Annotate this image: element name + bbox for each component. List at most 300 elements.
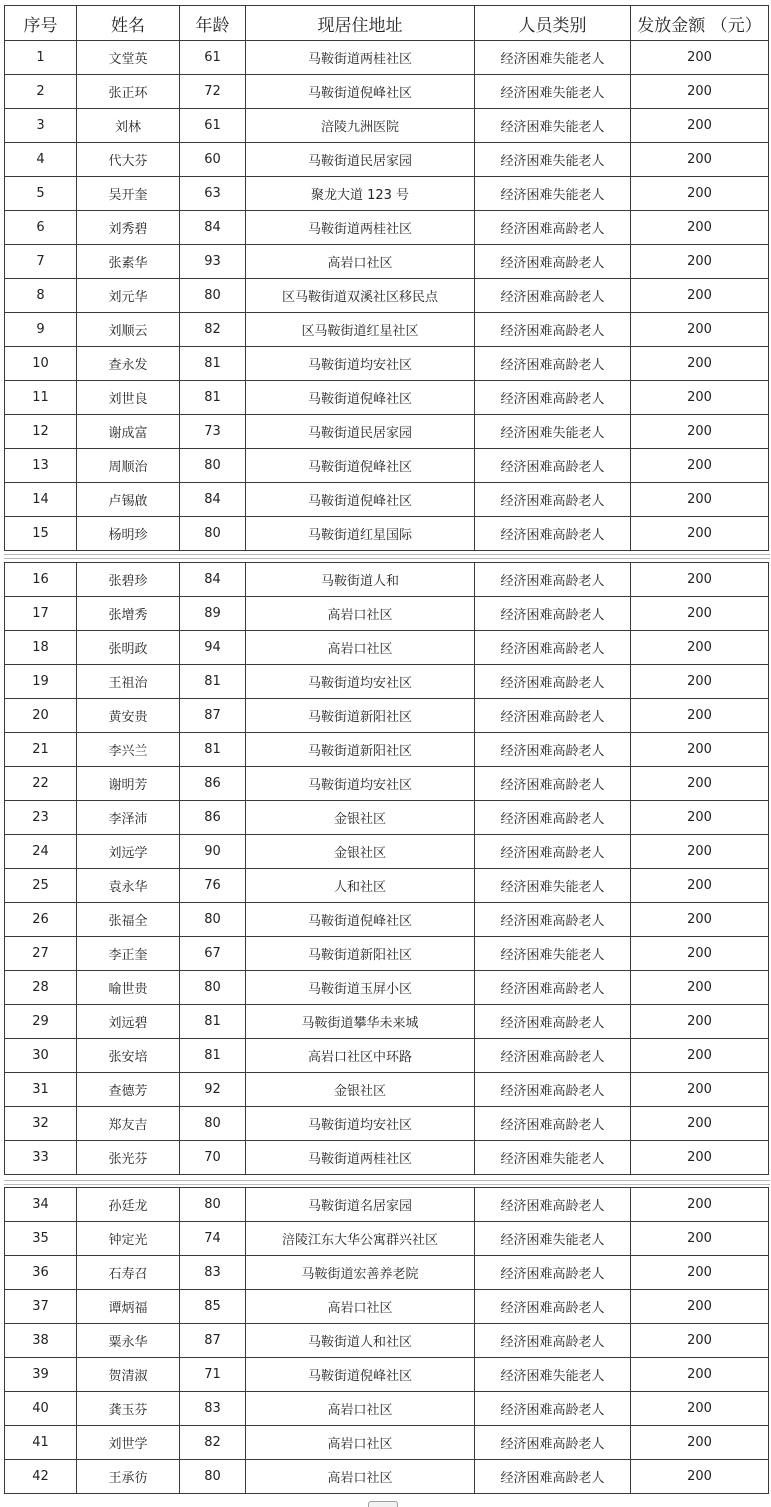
cell-age: 81	[180, 1039, 246, 1073]
cell-name: 黄安贵	[77, 699, 180, 733]
cell-amount: 200	[631, 143, 769, 177]
cell-seq: 7	[5, 245, 77, 279]
cell-age: 76	[180, 869, 246, 903]
table-row	[5, 971, 769, 1005]
table-row	[5, 1460, 769, 1494]
cell-age: 80	[180, 449, 246, 483]
table-row	[5, 1005, 769, 1039]
cell-age: 83	[180, 1392, 246, 1426]
cell-address: 人和社区	[246, 869, 475, 903]
cell-category: 经济困难高龄老人	[475, 1460, 631, 1494]
cell-age: 80	[180, 517, 246, 551]
cell-seq: 40	[5, 1392, 77, 1426]
cell-address: 马鞍街道新阳社区	[246, 699, 475, 733]
cell-seq: 1	[5, 41, 77, 75]
table-row	[5, 75, 769, 109]
cell-name: 谢明芳	[77, 767, 180, 801]
cell-age: 89	[180, 597, 246, 631]
cell-amount: 200	[631, 177, 769, 211]
table-row	[5, 1141, 769, 1175]
cell-seq: 17	[5, 597, 77, 631]
cell-address: 马鞍街道倪峰社区	[246, 75, 475, 109]
cell-address: 高岩口社区	[246, 245, 475, 279]
table-row	[5, 1073, 769, 1107]
cell-address: 马鞍街道均安社区	[246, 665, 475, 699]
header-name: 姓名	[77, 6, 180, 41]
cell-category: 经济困难失能老人	[475, 1141, 631, 1175]
table-row	[5, 1107, 769, 1141]
cell-seq: 30	[5, 1039, 77, 1073]
page-break-divider	[4, 1180, 770, 1185]
cell-amount: 200	[631, 1188, 769, 1222]
cell-category: 经济困难高龄老人	[475, 1256, 631, 1290]
cell-address: 马鞍街道人和	[246, 563, 475, 597]
cell-amount: 200	[631, 1290, 769, 1324]
cell-seq: 27	[5, 937, 77, 971]
cell-amount: 200	[631, 903, 769, 937]
cell-address: 马鞍街道倪峰社区	[246, 1358, 475, 1392]
cell-name: 张碧珍	[77, 563, 180, 597]
cell-category: 经济困难失能老人	[475, 869, 631, 903]
cell-age: 80	[180, 1188, 246, 1222]
cell-age: 90	[180, 835, 246, 869]
cell-age: 85	[180, 1290, 246, 1324]
table-row	[5, 1426, 769, 1460]
cell-seq: 42	[5, 1460, 77, 1494]
cell-age: 87	[180, 1324, 246, 1358]
table-row	[5, 631, 769, 665]
cell-age: 86	[180, 801, 246, 835]
cell-address: 高岩口社区	[246, 1290, 475, 1324]
cell-age: 93	[180, 245, 246, 279]
cell-age: 61	[180, 41, 246, 75]
cell-category: 经济困难高龄老人	[475, 903, 631, 937]
cell-amount: 200	[631, 347, 769, 381]
cell-seq: 10	[5, 347, 77, 381]
cell-seq: 31	[5, 1073, 77, 1107]
cell-name: 刘元华	[77, 279, 180, 313]
cell-name: 杨明珍	[77, 517, 180, 551]
table-row	[5, 211, 769, 245]
cell-seq: 23	[5, 801, 77, 835]
cell-category: 经济困难高龄老人	[475, 597, 631, 631]
table-row	[5, 245, 769, 279]
cell-name: 粟永华	[77, 1324, 180, 1358]
cell-category: 经济困难失能老人	[475, 143, 631, 177]
cell-name: 谭炳福	[77, 1290, 180, 1324]
cell-seq: 20	[5, 699, 77, 733]
beneficiary-table-page-3	[4, 1187, 769, 1494]
cell-amount: 200	[631, 109, 769, 143]
table-row	[5, 415, 769, 449]
cell-address: 马鞍街道宏善养老院	[246, 1256, 475, 1290]
cell-name: 孙廷龙	[77, 1188, 180, 1222]
cell-address: 马鞍街道新阳社区	[246, 733, 475, 767]
cell-name: 张明政	[77, 631, 180, 665]
cell-name: 刘世学	[77, 1426, 180, 1460]
cell-age: 94	[180, 631, 246, 665]
cell-address: 马鞍街道均安社区	[246, 1107, 475, 1141]
cell-age: 71	[180, 1358, 246, 1392]
table-row	[5, 279, 769, 313]
cell-address: 马鞍街道攀华未来城	[246, 1005, 475, 1039]
header-amount: 发放金额 （元）	[631, 6, 769, 41]
cell-seq: 25	[5, 869, 77, 903]
cell-amount: 200	[631, 631, 769, 665]
cell-category: 经济困难高龄老人	[475, 483, 631, 517]
cell-address: 马鞍街道两桂社区	[246, 211, 475, 245]
cell-age: 81	[180, 347, 246, 381]
cell-name: 周顺治	[77, 449, 180, 483]
cell-amount: 200	[631, 699, 769, 733]
cell-name: 龚玉芬	[77, 1392, 180, 1426]
cell-category: 经济困难失能老人	[475, 75, 631, 109]
table-row	[5, 937, 769, 971]
cell-address: 聚龙大道 123 号	[246, 177, 475, 211]
cell-name: 刘林	[77, 109, 180, 143]
header-category: 人员类别	[475, 6, 631, 41]
cell-age: 80	[180, 971, 246, 1005]
cell-name: 李泽沛	[77, 801, 180, 835]
cell-seq: 22	[5, 767, 77, 801]
cell-seq: 15	[5, 517, 77, 551]
cell-address: 金银社区	[246, 1073, 475, 1107]
cell-category: 经济困难高龄老人	[475, 347, 631, 381]
cell-category: 经济困难高龄老人	[475, 245, 631, 279]
cell-age: 83	[180, 1256, 246, 1290]
cell-seq: 13	[5, 449, 77, 483]
cell-name: 谢成富	[77, 415, 180, 449]
cell-seq: 18	[5, 631, 77, 665]
cell-address: 涪陵江东大华公寓群兴社区	[246, 1222, 475, 1256]
cell-address: 马鞍街道民居家园	[246, 143, 475, 177]
cell-name: 张光芬	[77, 1141, 180, 1175]
cell-category: 经济困难高龄老人	[475, 971, 631, 1005]
cell-address: 马鞍街道红星国际	[246, 517, 475, 551]
table-row	[5, 1324, 769, 1358]
cell-amount: 200	[631, 937, 769, 971]
cell-category: 经济困难高龄老人	[475, 313, 631, 347]
cell-name: 袁永华	[77, 869, 180, 903]
beneficiary-table-page-1	[4, 5, 769, 551]
cell-category: 经济困难高龄老人	[475, 279, 631, 313]
cell-name: 王承彷	[77, 1460, 180, 1494]
cell-address: 金银社区	[246, 801, 475, 835]
cell-amount: 200	[631, 41, 769, 75]
cell-seq: 4	[5, 143, 77, 177]
cell-age: 80	[180, 1460, 246, 1494]
cell-name: 张素华	[77, 245, 180, 279]
cell-address: 马鞍街道倪峰社区	[246, 903, 475, 937]
cell-category: 经济困难高龄老人	[475, 1426, 631, 1460]
cell-category: 经济困难高龄老人	[475, 1039, 631, 1073]
cell-age: 80	[180, 903, 246, 937]
cell-seq: 41	[5, 1426, 77, 1460]
cell-category: 经济困难高龄老人	[475, 449, 631, 483]
cell-name: 喻世贵	[77, 971, 180, 1005]
cell-category: 经济困难高龄老人	[475, 1324, 631, 1358]
cell-category: 经济困难高龄老人	[475, 733, 631, 767]
cell-amount: 200	[631, 245, 769, 279]
cell-category: 经济困难失能老人	[475, 41, 631, 75]
cell-amount: 200	[631, 971, 769, 1005]
cell-seq: 37	[5, 1290, 77, 1324]
cell-age: 92	[180, 1073, 246, 1107]
cell-age: 81	[180, 1005, 246, 1039]
cell-seq: 35	[5, 1222, 77, 1256]
cell-name: 钟定光	[77, 1222, 180, 1256]
cell-category: 经济困难高龄老人	[475, 381, 631, 415]
cell-category: 经济困难高龄老人	[475, 1107, 631, 1141]
table-row	[5, 665, 769, 699]
cell-amount: 200	[631, 1256, 769, 1290]
cell-name: 卢锡啟	[77, 483, 180, 517]
cell-address: 马鞍街道倪峰社区	[246, 483, 475, 517]
table-row	[5, 699, 769, 733]
cell-age: 86	[180, 767, 246, 801]
cell-amount: 200	[631, 767, 769, 801]
cell-name: 王祖治	[77, 665, 180, 699]
table-row	[5, 1290, 769, 1324]
cell-category: 经济困难失能老人	[475, 1222, 631, 1256]
cell-amount: 200	[631, 801, 769, 835]
cell-age: 84	[180, 563, 246, 597]
cell-seq: 36	[5, 1256, 77, 1290]
cell-name: 李正奎	[77, 937, 180, 971]
cell-address: 高岩口社区	[246, 1426, 475, 1460]
cell-age: 61	[180, 109, 246, 143]
table-row	[5, 767, 769, 801]
cell-age: 67	[180, 937, 246, 971]
cell-seq: 19	[5, 665, 77, 699]
table-row	[5, 483, 769, 517]
cell-name: 吴开奎	[77, 177, 180, 211]
cell-address: 马鞍街道倪峰社区	[246, 381, 475, 415]
cell-seq: 38	[5, 1324, 77, 1358]
cell-category: 经济困难失能老人	[475, 1358, 631, 1392]
table-row	[5, 449, 769, 483]
cell-category: 经济困难高龄老人	[475, 1073, 631, 1107]
cell-name: 刘远学	[77, 835, 180, 869]
cell-category: 经济困难高龄老人	[475, 1290, 631, 1324]
cell-amount: 200	[631, 279, 769, 313]
cell-age: 82	[180, 1426, 246, 1460]
cell-name: 张增秀	[77, 597, 180, 631]
cell-address: 金银社区	[246, 835, 475, 869]
cell-seq: 28	[5, 971, 77, 1005]
cell-seq: 8	[5, 279, 77, 313]
table-row	[5, 1358, 769, 1392]
table-row	[5, 801, 769, 835]
cell-category: 经济困难高龄老人	[475, 665, 631, 699]
table-row	[5, 1222, 769, 1256]
cell-name: 代大芬	[77, 143, 180, 177]
cell-amount: 200	[631, 1460, 769, 1494]
cell-age: 74	[180, 1222, 246, 1256]
cell-address: 马鞍街道民居家园	[246, 415, 475, 449]
scrollbar-thumb[interactable]	[368, 1501, 398, 1507]
table-row	[5, 835, 769, 869]
cell-name: 张福全	[77, 903, 180, 937]
cell-age: 80	[180, 1107, 246, 1141]
table-row	[5, 597, 769, 631]
cell-amount: 200	[631, 483, 769, 517]
cell-name: 刘远碧	[77, 1005, 180, 1039]
cell-category: 经济困难高龄老人	[475, 1392, 631, 1426]
cell-seq: 32	[5, 1107, 77, 1141]
cell-seq: 5	[5, 177, 77, 211]
cell-name: 张正环	[77, 75, 180, 109]
cell-age: 70	[180, 1141, 246, 1175]
cell-category: 经济困难高龄老人	[475, 699, 631, 733]
cell-age: 72	[180, 75, 246, 109]
cell-amount: 200	[631, 563, 769, 597]
table-row	[5, 109, 769, 143]
cell-name: 刘世良	[77, 381, 180, 415]
cell-amount: 200	[631, 1107, 769, 1141]
cell-age: 81	[180, 733, 246, 767]
cell-address: 马鞍街道两桂社区	[246, 1141, 475, 1175]
page-break-divider	[4, 554, 770, 559]
cell-amount: 200	[631, 75, 769, 109]
cell-category: 经济困难高龄老人	[475, 767, 631, 801]
cell-amount: 200	[631, 313, 769, 347]
table-row	[5, 143, 769, 177]
cell-seq: 11	[5, 381, 77, 415]
cell-category: 经济困难高龄老人	[475, 1005, 631, 1039]
table-row	[5, 177, 769, 211]
cell-amount: 200	[631, 211, 769, 245]
cell-amount: 200	[631, 869, 769, 903]
cell-category: 经济困难失能老人	[475, 109, 631, 143]
table-row	[5, 869, 769, 903]
header-seq: 序号	[5, 6, 77, 41]
cell-category: 经济困难高龄老人	[475, 1188, 631, 1222]
table-row	[5, 1392, 769, 1426]
cell-address: 马鞍街道两桂社区	[246, 41, 475, 75]
cell-seq: 39	[5, 1358, 77, 1392]
cell-category: 经济困难失能老人	[475, 937, 631, 971]
table-row	[5, 313, 769, 347]
cell-address: 马鞍街道新阳社区	[246, 937, 475, 971]
cell-name: 郑友吉	[77, 1107, 180, 1141]
cell-amount: 200	[631, 1005, 769, 1039]
cell-age: 87	[180, 699, 246, 733]
table-row	[5, 1188, 769, 1222]
cell-seq: 3	[5, 109, 77, 143]
cell-amount: 200	[631, 733, 769, 767]
cell-seq: 34	[5, 1188, 77, 1222]
cell-name: 张安培	[77, 1039, 180, 1073]
cell-age: 60	[180, 143, 246, 177]
cell-seq: 14	[5, 483, 77, 517]
header-age: 年龄	[180, 6, 246, 41]
cell-seq: 9	[5, 313, 77, 347]
cell-amount: 200	[631, 835, 769, 869]
cell-amount: 200	[631, 449, 769, 483]
table-row	[5, 517, 769, 551]
cell-amount: 200	[631, 1073, 769, 1107]
cell-category: 经济困难失能老人	[475, 177, 631, 211]
cell-name: 石寿召	[77, 1256, 180, 1290]
cell-category: 经济困难高龄老人	[475, 211, 631, 245]
cell-age: 80	[180, 279, 246, 313]
cell-address: 马鞍街道均安社区	[246, 767, 475, 801]
cell-age: 84	[180, 483, 246, 517]
cell-address: 高岩口社区	[246, 1392, 475, 1426]
cell-age: 81	[180, 381, 246, 415]
cell-address: 高岩口社区中环路	[246, 1039, 475, 1073]
cell-age: 82	[180, 313, 246, 347]
cell-amount: 200	[631, 597, 769, 631]
cell-amount: 200	[631, 1141, 769, 1175]
cell-seq: 26	[5, 903, 77, 937]
cell-address: 涪陵九洲医院	[246, 109, 475, 143]
cell-address: 高岩口社区	[246, 631, 475, 665]
cell-amount: 200	[631, 381, 769, 415]
table-header-row	[5, 6, 769, 41]
cell-category: 经济困难高龄老人	[475, 517, 631, 551]
cell-age: 73	[180, 415, 246, 449]
cell-address: 高岩口社区	[246, 597, 475, 631]
cell-age: 63	[180, 177, 246, 211]
cell-address: 马鞍街道人和社区	[246, 1324, 475, 1358]
cell-name: 查德芳	[77, 1073, 180, 1107]
table-row	[5, 347, 769, 381]
cell-address: 马鞍街道倪峰社区	[246, 449, 475, 483]
table-row	[5, 1256, 769, 1290]
cell-amount: 200	[631, 665, 769, 699]
cell-address: 马鞍街道玉屏小区	[246, 971, 475, 1005]
cell-address: 马鞍街道均安社区	[246, 347, 475, 381]
cell-name: 刘顺云	[77, 313, 180, 347]
cell-age: 84	[180, 211, 246, 245]
cell-age: 81	[180, 665, 246, 699]
table-row	[5, 1039, 769, 1073]
cell-category: 经济困难高龄老人	[475, 801, 631, 835]
cell-seq: 24	[5, 835, 77, 869]
cell-seq: 16	[5, 563, 77, 597]
cell-category: 经济困难高龄老人	[475, 835, 631, 869]
cell-amount: 200	[631, 1324, 769, 1358]
cell-address: 区马鞍街道红星社区	[246, 313, 475, 347]
cell-name: 查永发	[77, 347, 180, 381]
cell-category: 经济困难高龄老人	[475, 563, 631, 597]
cell-address: 马鞍街道名居家园	[246, 1188, 475, 1222]
table-row	[5, 563, 769, 597]
cell-name: 文堂英	[77, 41, 180, 75]
header-address: 现居住地址	[246, 6, 475, 41]
cell-amount: 200	[631, 415, 769, 449]
cell-address: 高岩口社区	[246, 1460, 475, 1494]
beneficiary-table-page-2	[4, 562, 769, 1175]
cell-name: 贺清淑	[77, 1358, 180, 1392]
cell-amount: 200	[631, 1426, 769, 1460]
table-row	[5, 733, 769, 767]
table-row	[5, 41, 769, 75]
cell-amount: 200	[631, 1222, 769, 1256]
cell-address: 区马鞍街道双溪社区移民点	[246, 279, 475, 313]
table-row	[5, 381, 769, 415]
cell-category: 经济困难高龄老人	[475, 631, 631, 665]
cell-category: 经济困难失能老人	[475, 415, 631, 449]
cell-seq: 33	[5, 1141, 77, 1175]
cell-seq: 6	[5, 211, 77, 245]
cell-name: 刘秀碧	[77, 211, 180, 245]
cell-seq: 2	[5, 75, 77, 109]
cell-seq: 12	[5, 415, 77, 449]
cell-amount: 200	[631, 1039, 769, 1073]
